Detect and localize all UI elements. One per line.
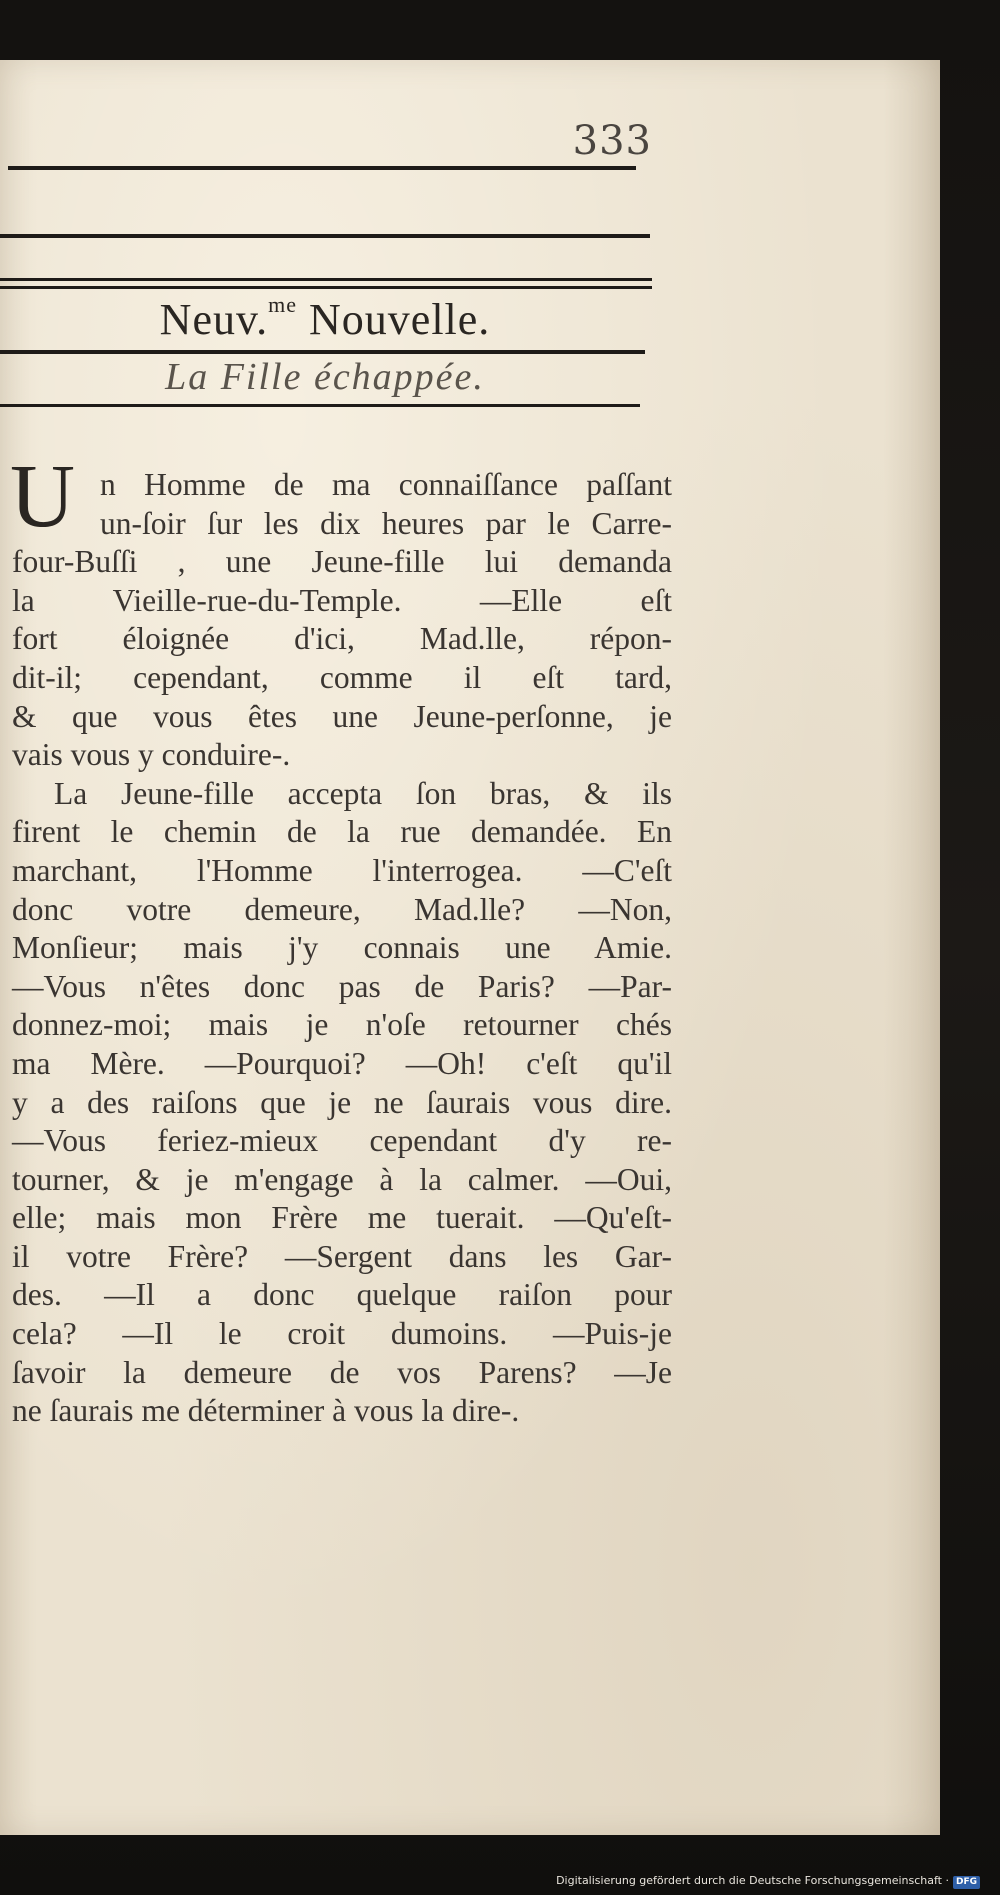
drop-cap: U <box>10 447 75 546</box>
body-line: ma Mère. —Pourquoi? —Oh! c'eſt qu'il <box>12 1045 672 1081</box>
body-line: marchant, l'Homme l'interrogea. —C'eſt <box>12 852 672 888</box>
story-title-superscript: me <box>268 292 298 317</box>
title-rule-top-1 <box>0 278 652 281</box>
body-line: fort éloignée d'ici, Mad.lle, répon- <box>12 621 672 657</box>
body-line: des. —Il a donc quelque raiſon pour <box>12 1277 672 1313</box>
story-title-rest: Nouvelle. <box>297 295 491 344</box>
body-line: ne ſaurais me déterminer à vous la dire-. <box>12 1393 520 1429</box>
body-line: y a des raiſons que je ne ſaurais vous dire. <box>12 1084 672 1120</box>
body-line: il votre Frère? —Sergent dans les Gar- <box>12 1238 672 1274</box>
title-rule-middle <box>0 350 645 354</box>
body-line: donnez-moi; mais je n'oſe retourner chés <box>12 1007 672 1043</box>
body-line: La Jeune-fille accepta ſon bras, & ils <box>54 775 672 811</box>
dfg-logo: DFG <box>953 1876 980 1889</box>
title-rule-top-2 <box>0 286 652 289</box>
body-line: four-Buſſi , une Jeune-fille lui demanda <box>12 544 672 580</box>
body-line: n Homme de ma connaiſſance paſſant <box>100 467 672 502</box>
body-line: vais vous y conduire-. <box>12 737 291 773</box>
body-line: dit-il; cependant, comme il eſt tard, <box>12 659 672 695</box>
body-line: cela? —Il le croit dumoins. —Puis-je <box>12 1316 672 1352</box>
body-line: donc votre demeure, Mad.lle? —Non, <box>12 891 672 927</box>
title-rule-bottom <box>0 404 640 407</box>
body-text <box>12 466 672 1431</box>
body-line: ſavoir la demeure de vos Parens? —Je <box>12 1354 672 1390</box>
header-rule-top <box>8 166 636 170</box>
body-line: —Vous n'êtes donc pas de Paris? —Par- <box>12 968 672 1004</box>
body-line: firent le chemin de la rue demandée. En <box>12 814 672 850</box>
body-line: la Vieille-rue-du-Temple. —Elle eſt <box>12 582 672 618</box>
body-line: & que vous êtes une Jeune-perſonne, je <box>12 698 672 734</box>
story-title <box>0 292 650 345</box>
body-line: elle; mais mon Frère me tuerait. —Qu'eſt- <box>12 1200 672 1236</box>
digitization-credit <box>556 1874 980 1889</box>
body-line: tourner, & je m'engage à la calmer. —Oui, <box>12 1161 672 1197</box>
body-line: un-ſoir ſur les dix heures par le Carre- <box>100 505 672 541</box>
header-rule-bottom <box>0 234 650 238</box>
body-line: Monſieur; mais j'y connais une Amie. <box>12 930 672 966</box>
digitization-credit-text: Digitalisierung gefördert durch die Deutsche Forschungsgemeinschaft · <box>556 1874 949 1887</box>
body-line: —Vous feriez-mieux cependant d'y re- <box>12 1123 672 1159</box>
page-number: 333 <box>572 118 652 164</box>
story-subtitle: La Fille échappée. <box>165 356 485 398</box>
story-title-main: Neuv. <box>159 295 269 344</box>
